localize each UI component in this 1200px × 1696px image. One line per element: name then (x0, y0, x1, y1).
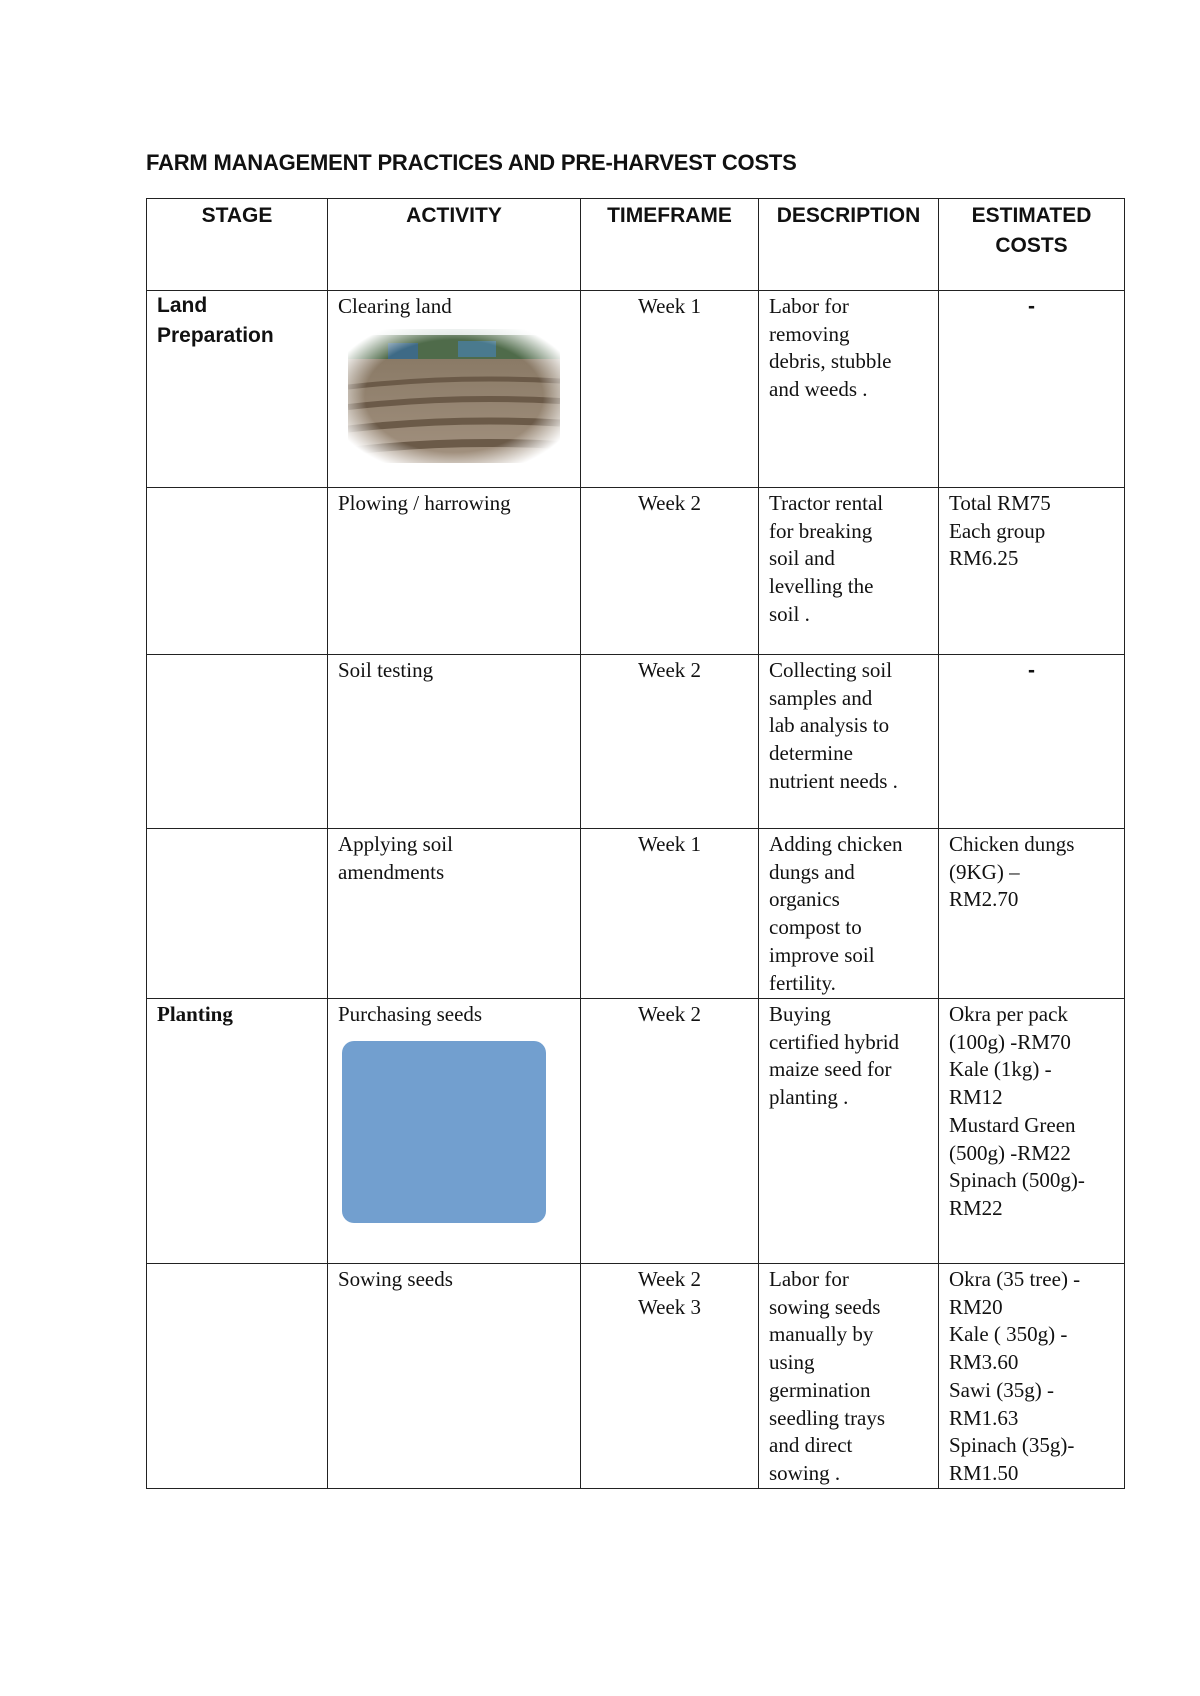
activity-label: Soil testing (338, 658, 434, 682)
timeframe-label: Week 1 (637, 832, 702, 856)
header-stage: STAGE (147, 199, 328, 291)
header-estimated-costs: ESTIMATED COSTS (939, 199, 1125, 291)
description-text: Adding chicken dungs and organics compost to improve soil fertility. (769, 832, 903, 995)
timeframe-cell (581, 291, 759, 488)
cost-value: Chicken dungs (9KG) – RM2.70 (949, 832, 1075, 912)
table-row (147, 1264, 1125, 1489)
activity-cell (328, 829, 581, 999)
activity-label: Plowing / harrowing (338, 491, 511, 515)
activity-cell (328, 655, 581, 829)
stage-cell (147, 1264, 328, 1489)
timeframe-cell (581, 1264, 759, 1489)
cost-value: Okra per pack (100g) -RM70 Kale (1kg) - RM12 Mustard Green (500g) -RM22 Spinach (500g)- RM22 (949, 1002, 1085, 1220)
description-text: Labor for removing debris, stubble and weeds . (769, 294, 892, 402)
header-activity: ACTIVITY (328, 199, 581, 291)
description-cell (759, 1264, 939, 1489)
description-text: Buying certified hybrid maize seed for planting . (769, 1002, 900, 1110)
stage-label: Land Preparation (157, 294, 274, 347)
cost-value: Okra (35 tree) - RM20 Kale ( 350g) - RM3.60 Sawi (35g) - RM1.63 Spinach (35g)- RM1.50 (949, 1267, 1081, 1485)
header-timeframe: TIMEFRAME (581, 199, 759, 291)
table-row (147, 291, 1125, 488)
cost-cell (939, 829, 1125, 999)
timeframe-cell (581, 488, 759, 655)
cost-cell (939, 655, 1125, 829)
activity-cell (328, 488, 581, 655)
timeframe-label: Week 2 (637, 1002, 702, 1026)
activity-label: Clearing land (338, 294, 452, 318)
activity-cell (328, 999, 581, 1264)
header-description: DESCRIPTION (759, 199, 939, 291)
table-header-row (147, 199, 1125, 291)
stage-cell (147, 829, 328, 999)
stage-cell (147, 291, 328, 488)
cost-value: Total RM75 Each group RM6.25 (949, 491, 1051, 571)
cost-cell (939, 291, 1125, 488)
activity-label: Applying soil amendments (338, 832, 453, 884)
activity-cell (328, 1264, 581, 1489)
timeframe-cell (581, 655, 759, 829)
timeframe-cell (581, 829, 759, 999)
seed-image-placeholder (342, 1041, 546, 1223)
page-title: FARM MANAGEMENT PRACTICES AND PRE-HARVEST COSTS (146, 150, 797, 175)
table-row (147, 488, 1125, 655)
description-text: Collecting soil samples and lab analysis to determine nutrient needs . (769, 658, 898, 793)
cleared-field-photo (348, 329, 560, 463)
stage-cell (147, 488, 328, 655)
cost-cell (939, 1264, 1125, 1489)
description-cell (759, 488, 939, 655)
activity-cell (328, 291, 581, 488)
description-cell (759, 655, 939, 829)
description-text: Labor for sowing seeds manually by using germination seedling trays and direct sowing . (769, 1267, 886, 1485)
timeframe-label: Week 1 (637, 294, 702, 318)
cost-value: - (1028, 659, 1035, 682)
timeframe-cell (581, 999, 759, 1264)
timeframe-label: Week 2 (637, 658, 702, 682)
cost-cell (939, 488, 1125, 655)
cost-cell (939, 999, 1125, 1264)
cost-value: - (1028, 295, 1035, 318)
description-cell (759, 291, 939, 488)
activity-label: Purchasing seeds (338, 1002, 483, 1026)
table-row (147, 999, 1125, 1264)
timeframe-label: Week 2 Week 3 (637, 1267, 702, 1319)
stage-cell (147, 655, 328, 829)
costs-table (146, 198, 1125, 1489)
activity-label: Sowing seeds (338, 1267, 453, 1291)
stage-label: Planting (157, 1002, 233, 1026)
description-cell (759, 829, 939, 999)
table-row (147, 829, 1125, 999)
stage-cell (147, 999, 328, 1264)
description-cell (759, 999, 939, 1264)
description-text: Tractor rental for breaking soil and levelling the soil . (769, 491, 884, 626)
timeframe-label: Week 2 (637, 491, 702, 515)
table-row (147, 655, 1125, 829)
